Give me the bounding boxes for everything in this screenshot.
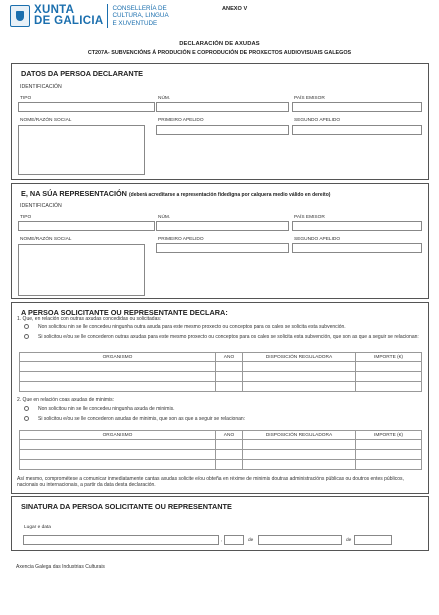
table-cell[interactable] (356, 460, 422, 470)
table-cell[interactable] (243, 460, 356, 470)
table-row (20, 362, 422, 372)
column-organismo: ORGANISMO (20, 353, 216, 362)
document-subtitle: CT207A- SUBVENCIÓNS Á PRODUCIÓN E COPRODUCIÓN DE PROXECTOS AUDIOVISUAIS GALEGOS (87, 50, 352, 56)
table-cell[interactable] (243, 372, 356, 382)
brand-line-2: DE GALICIA (34, 15, 104, 27)
month-field[interactable] (258, 535, 342, 545)
declarant-title: DATOS DA PERSOA DECLARANTE (21, 69, 144, 78)
representative-apelido2-field[interactable] (292, 243, 422, 253)
representative-apelido1-field[interactable] (156, 243, 289, 253)
declaration-section (11, 302, 429, 494)
column-ano: ANO (216, 353, 243, 362)
representative-num-label: NÚM. (158, 215, 171, 220)
column-importe: IMPORTE (€) (356, 431, 422, 440)
column-disposicion: DISPOSICIÓN REGULADORA (243, 353, 356, 362)
declarant-identification-label: IDENTIFICACIÓN (20, 84, 62, 90)
table-cell[interactable] (356, 372, 422, 382)
table-cell[interactable] (356, 450, 422, 460)
department-name (112, 5, 168, 27)
table-row (20, 440, 422, 450)
column-organismo: ORGANISMO (20, 431, 216, 440)
table-cell[interactable] (216, 382, 243, 392)
representative-apelido1-label: PRIMEIRO APELIDO (158, 237, 204, 242)
representative-pais-field[interactable] (292, 221, 422, 231)
table-cell[interactable] (356, 382, 422, 392)
table-cell[interactable] (356, 362, 422, 372)
q2-option-yes-radio[interactable] (24, 416, 29, 421)
place-date-label: Lugar e data (24, 525, 51, 530)
signature-section (11, 496, 429, 551)
table-row (20, 460, 422, 470)
day-field[interactable] (224, 535, 244, 545)
table-cell[interactable] (216, 440, 243, 450)
representative-section (11, 183, 429, 299)
declarant-nome-label: NOME/RAZÓN SOCIAL (20, 118, 72, 123)
brand-line-1: XUNTA (34, 4, 75, 16)
aids-table (19, 352, 422, 392)
table-cell[interactable] (20, 460, 216, 470)
representative-pais-label: PAÍS EMISOR (294, 215, 325, 220)
question-2: 2. Que en relación coas axudas de minimis: (17, 397, 114, 403)
year-field[interactable] (354, 535, 392, 545)
table-cell[interactable] (216, 460, 243, 470)
representative-title-note: (deberá acreditarse a representación fidedigna por calquera medio válido en dereito) (128, 192, 331, 198)
logo-divider (107, 4, 108, 28)
representative-num-field[interactable] (156, 221, 289, 231)
brand-name (34, 5, 103, 27)
document-titles (0, 41, 439, 56)
declarant-nome-field[interactable] (18, 125, 145, 175)
table-cell[interactable] (20, 450, 216, 460)
declarant-tipo-field[interactable] (18, 102, 155, 112)
q1-option-yes-radio[interactable] (24, 334, 29, 339)
representative-tipo-field[interactable] (18, 221, 155, 231)
document-header (10, 4, 430, 30)
declarant-num-field[interactable] (156, 102, 289, 112)
table-cell[interactable] (243, 382, 356, 392)
footer-agency: Axencia Galega das Industrias Culturais (16, 564, 105, 570)
representative-title (21, 189, 330, 198)
comma-separator: , (221, 538, 223, 543)
table-cell[interactable] (243, 440, 356, 450)
table-cell[interactable] (216, 362, 243, 372)
dept-line-2: CULTURA, LINGUA (112, 12, 169, 20)
table-row (20, 382, 422, 392)
declarant-apelido1-field[interactable] (156, 125, 289, 135)
declarant-pais-field[interactable] (292, 102, 422, 112)
declarant-pais-label: PAÍS EMISOR (294, 96, 325, 101)
column-importe: IMPORTE (€) (356, 353, 422, 362)
declarant-tipo-label: TIPO (20, 96, 32, 101)
place-field[interactable] (23, 535, 219, 545)
table-cell[interactable] (20, 372, 216, 382)
representative-tipo-label: TIPO (20, 215, 32, 220)
representative-identification-label: IDENTIFICACIÓN (20, 203, 62, 209)
xunta-logo (10, 4, 169, 28)
column-disposicion: DISPOSICIÓN REGULADORA (243, 431, 356, 440)
q2-option-yes-text: Si solicitou e/ou se lle concederon axudas de minimis, que son as que a seguir se relacionan: (38, 416, 246, 422)
table-cell[interactable] (20, 382, 216, 392)
document-title: DECLARACIÓN DE AXUDAS (179, 41, 260, 47)
signature-title: SINATURA DA PERSOA SOLICITANTE OU REPRESENTANTE (21, 502, 232, 511)
representative-nome-label: NOME/RAZÓN SOCIAL (20, 237, 72, 242)
column-ano: ANO (216, 431, 243, 440)
declarant-apelido1-label: PRIMEIRO APELIDO (158, 118, 204, 123)
declarant-num-label: NÚM. (158, 96, 171, 101)
table-header-row (20, 353, 422, 362)
table-cell[interactable] (243, 362, 356, 372)
declarant-apelido2-label: SEGUNDO APELIDO (294, 118, 341, 123)
table-cell[interactable] (216, 372, 243, 382)
table-cell[interactable] (216, 450, 243, 460)
table-cell[interactable] (20, 362, 216, 372)
galicia-crest-icon (10, 5, 30, 27)
table-cell[interactable] (20, 440, 216, 450)
annex-label: ANEXO V (222, 6, 248, 12)
representative-apelido2-label: SEGUNDO APELIDO (294, 237, 341, 242)
declarant-section (11, 63, 429, 180)
table-row (20, 372, 422, 382)
q2-option-no-text: Non solicitou nin se lle concedeu ningunha axuda de minimis. (38, 406, 175, 412)
table-row (20, 450, 422, 460)
dept-line-3: E XUVENTUDE (112, 19, 158, 27)
declarant-apelido2-field[interactable] (292, 125, 422, 135)
minimis-table (19, 430, 422, 470)
de-separator-1: de (248, 538, 254, 543)
q1-option-no-radio[interactable] (24, 324, 29, 329)
table-header-row (20, 431, 422, 440)
table-cell[interactable] (243, 450, 356, 460)
table-cell[interactable] (356, 440, 422, 450)
dept-line-1: CONSELLERÍA DE (112, 5, 167, 13)
q1-option-no-text: Non solicitou nin se lle concedeu ningunha outra axuda para este mesmo proxecto ou conceptos para os cales se solicita esta subvención. (38, 324, 346, 330)
representative-nome-field[interactable] (18, 244, 145, 296)
q1-option-yes-text: Si solicitou e/ou se lle concederon outras axudas para este mesmo proxecto ou conceptos para os cales se solicita esta subvención, que son as que a seguir se relacionan: (38, 334, 419, 340)
q2-option-no-radio[interactable] (24, 406, 29, 411)
representative-title-text: E, NA SÚA REPRESENTACIÓN (21, 189, 127, 198)
declaration-title: A PERSOA SOLICITANTE OU REPRESENTANTE DECLARA: (21, 308, 228, 317)
question-1: 1. Que, en relación con outras axudas concedidas ou solicitadas: (17, 316, 162, 322)
de-separator-2: de (346, 538, 352, 543)
commitment-text: Así mesmo, comprométese a comunicar inmediatamente cantas axudas solicite e/ou obteña en réxime de minimis doutras administracións públicas ou doutros entes públicos, nacionais ou internacionais, a partir da data desta declaración. (17, 476, 404, 488)
